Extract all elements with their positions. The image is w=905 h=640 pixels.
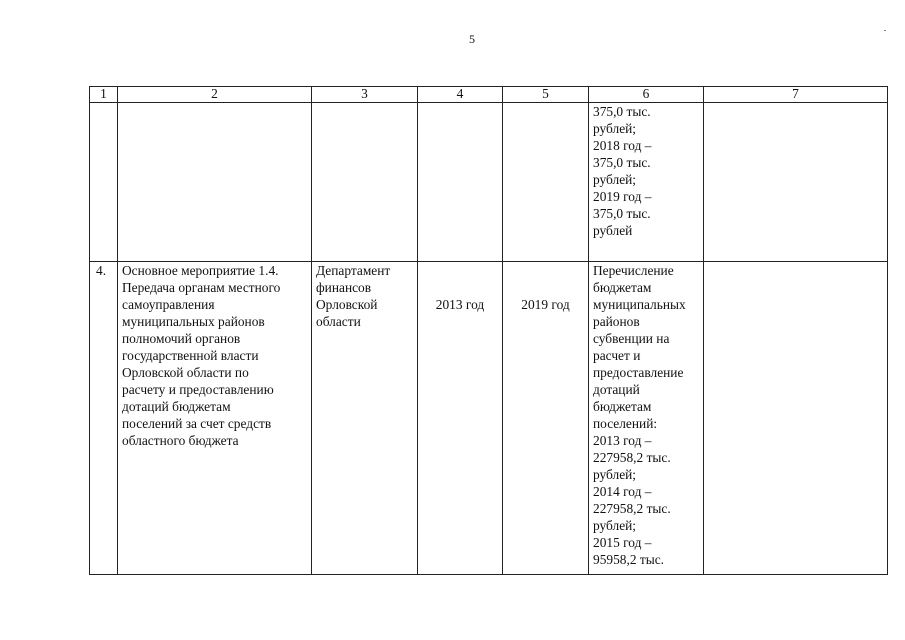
executor-cell (312, 262, 418, 575)
table-row (90, 103, 888, 262)
result-line: 375,0 тыс. (593, 155, 651, 170)
header-cell: 3 (312, 87, 418, 103)
measure-line: самоуправления (122, 297, 215, 312)
measure-name-cell (118, 262, 312, 575)
measure-line: Орловской области по (122, 365, 249, 380)
result-line: 2018 год – (593, 138, 652, 153)
result-line: расчет и (593, 348, 641, 363)
result-line: рублей; (593, 518, 637, 533)
header-cell: 1 (90, 87, 118, 103)
header-cell: 5 (503, 87, 589, 103)
result-line: 227958,2 тыс. (593, 450, 671, 465)
result-line: дотаций (593, 382, 640, 397)
header-cell: 4 (418, 87, 503, 103)
result-line: бюджетам (593, 399, 652, 414)
result-line: предоставление (593, 365, 684, 380)
result-line: 2013 год – (593, 433, 652, 448)
header-cell: 6 (589, 87, 704, 103)
measure-line: муниципальных районов (122, 314, 265, 329)
measure-line: государственной власти (122, 348, 259, 363)
result-line: Перечисление (593, 263, 674, 278)
result-line: рублей (593, 223, 633, 238)
executor-line: финансов (316, 280, 372, 295)
result-line: рублей; (593, 467, 637, 482)
result-line: 375,0 тыс. (593, 206, 651, 221)
start-year-cell (418, 262, 503, 575)
notes-cell (704, 262, 888, 575)
result-line: бюджетам (593, 280, 652, 295)
row-number-cell: 4. (90, 262, 118, 575)
row-number-cell (90, 103, 118, 262)
end-year-cell (503, 262, 589, 575)
result-line: 227958,2 тыс. (593, 501, 671, 516)
result-line: 2015 год – (593, 535, 652, 550)
measure-line: полномочий органов (122, 331, 241, 346)
executor-line: Орловской (316, 297, 378, 312)
measure-line: дотаций бюджетам (122, 399, 231, 414)
header-cell: 2 (118, 87, 312, 103)
result-line: рублей; (593, 121, 637, 136)
measure-name-cell (118, 103, 312, 262)
result-cell (589, 103, 704, 262)
scan-speck (884, 30, 886, 31)
executor-cell (312, 103, 418, 262)
start-year: 2013 год (435, 297, 485, 312)
result-line: 2014 год – (593, 484, 652, 499)
result-line: 2019 год – (593, 189, 652, 204)
result-line: 95958,2 тыс. (593, 552, 665, 567)
end-year-cell (503, 103, 589, 262)
table-row (90, 262, 888, 575)
measure-line: Передача органам местного (122, 280, 281, 295)
result-line: 375,0 тыс. (593, 104, 651, 119)
measure-line: расчету и предоставлению (122, 382, 274, 397)
header-cell: 7 (704, 87, 888, 103)
result-line: муниципальных (593, 297, 686, 312)
result-line: субвенции на (593, 331, 670, 346)
result-cell (589, 262, 704, 575)
page-number: 5 (469, 32, 475, 46)
measure-line: областного бюджета (122, 433, 239, 448)
notes-cell (704, 103, 888, 262)
measure-line: поселений за счет средств (122, 416, 272, 431)
measure-line: Основное мероприятие 1.4. (122, 263, 279, 278)
table-header-row (90, 87, 888, 103)
executor-line: области (316, 314, 361, 329)
end-year: 2019 год (521, 297, 570, 312)
result-line: рублей; (593, 172, 637, 187)
result-line: поселений: (593, 416, 658, 431)
measures-table (89, 86, 888, 575)
result-line: районов (593, 314, 640, 329)
start-year-cell (418, 103, 503, 262)
executor-line: Департамент (316, 263, 391, 278)
